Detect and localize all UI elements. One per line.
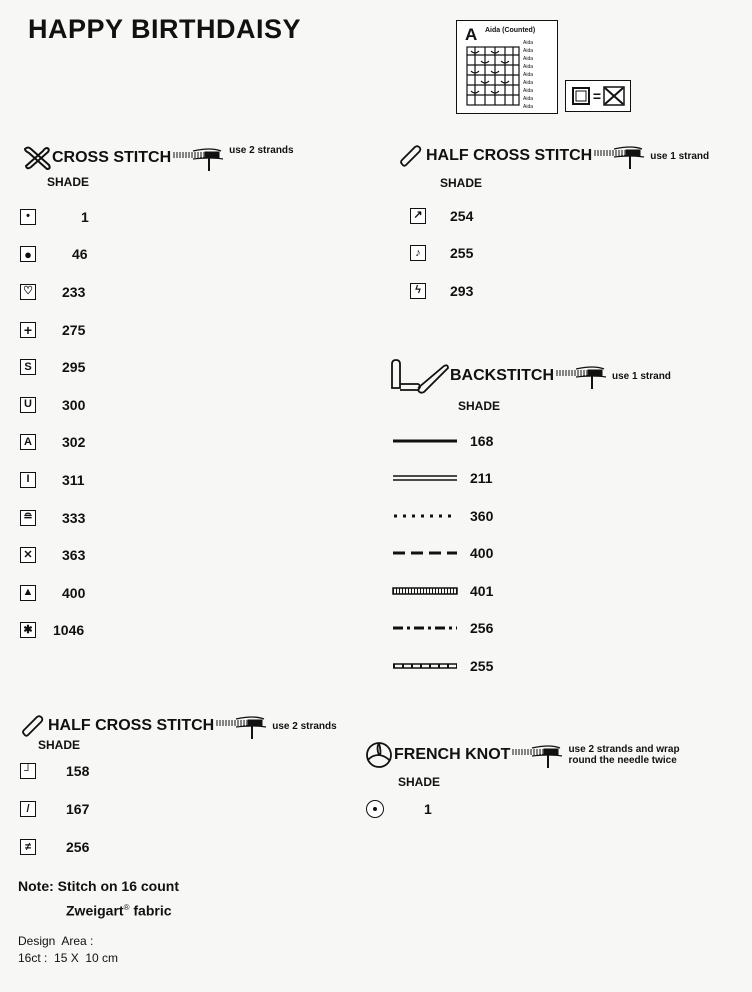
a-icon: A	[20, 434, 36, 450]
thread-icon	[592, 141, 648, 171]
half-cross-shade-header: SHADE	[440, 176, 483, 190]
s-icon: S	[20, 359, 36, 375]
list-item	[20, 198, 89, 236]
shade-value: 254	[450, 207, 474, 224]
list-item	[392, 647, 493, 685]
corner-icon: ┘	[20, 763, 36, 779]
equals-sign: =	[592, 88, 602, 104]
list-item	[410, 272, 473, 310]
thread-icon	[214, 711, 270, 741]
aida-line: Aida	[523, 88, 534, 94]
aida-line: Aida	[523, 64, 534, 70]
dotted-line-icon	[392, 512, 458, 520]
aida-line: Aida	[523, 80, 534, 86]
list-item	[20, 311, 89, 349]
shade-value: 255	[450, 245, 474, 262]
thread-icon	[171, 143, 227, 173]
note-text	[18, 876, 179, 922]
aida-line: Aida	[523, 104, 534, 110]
half-cross-2-list	[20, 752, 89, 866]
french-knot-heading	[364, 740, 680, 770]
aida-line: Aida	[523, 56, 534, 62]
aida-legend-box	[456, 20, 558, 114]
triangle-icon: ▲	[20, 585, 36, 601]
x-icon: ✕	[20, 547, 36, 563]
french-knot-list	[366, 797, 432, 821]
aida-line: Aida	[523, 48, 534, 54]
list-item	[20, 461, 89, 499]
cross-stitch-strands: use 2 strands	[229, 145, 294, 156]
note-icon: ♪	[410, 245, 426, 261]
shade-value: 255	[470, 657, 494, 674]
cross-stitch-icon	[22, 145, 52, 171]
cross-stitch-shape-icon	[603, 86, 625, 106]
dot-icon: •	[20, 209, 36, 225]
square-stitch-icon	[571, 86, 591, 106]
shade-value: 400	[470, 545, 494, 562]
list-item	[20, 424, 89, 462]
shade-value: 311	[62, 471, 85, 488]
list-item	[20, 236, 89, 274]
shade-value: 360	[470, 507, 494, 524]
dot-circle-icon	[366, 800, 384, 818]
shade-value: 233	[62, 283, 86, 300]
asterisk-icon: ✱	[20, 622, 36, 638]
list-item	[392, 610, 493, 648]
shade-value: 400	[62, 584, 86, 601]
backstitch-icon	[388, 356, 450, 396]
shade-value: 302	[62, 434, 86, 451]
half-cross-2-strands: use 2 strands	[272, 720, 337, 732]
note-line2	[18, 897, 179, 922]
shade-value: 1	[81, 208, 89, 225]
shade-value: 363	[62, 547, 86, 564]
shade-value: 275	[62, 321, 86, 338]
solid-line-icon	[392, 437, 458, 445]
half-cross-2-shade-header: SHADE	[38, 738, 81, 752]
weave-icon	[465, 45, 521, 107]
list-item	[20, 752, 89, 790]
design-area-label: Design Area :	[18, 934, 94, 948]
shade-value: 46	[72, 246, 88, 263]
aida-line: Aida	[523, 72, 534, 78]
aida-label: Aida (Counted)	[485, 27, 536, 34]
shade-value: 167	[66, 801, 90, 817]
u-icon: U	[20, 397, 36, 413]
brand-name: Zweigart	[66, 902, 124, 919]
double-line-icon	[392, 474, 458, 482]
heart-icon: ♡	[20, 284, 36, 300]
list-item	[20, 612, 89, 650]
page-title: HAPPY BIRTHDAISY	[28, 14, 302, 44]
shade-value: 295	[62, 359, 86, 376]
half-stitch-icon	[398, 144, 422, 168]
cross-stitch-shade-header: SHADE	[47, 175, 90, 189]
half-cross-stitch-heading	[398, 141, 709, 171]
legend-letter: A	[465, 25, 478, 44]
design-area-value: 16ct : 15 X 10 cm	[18, 951, 119, 965]
design-area	[18, 933, 118, 967]
half-cross-stitch-label: HALF CROSS STITCH	[426, 147, 593, 164]
list-item	[20, 386, 89, 424]
list-item	[20, 790, 89, 828]
shade-value: 401	[470, 582, 494, 599]
list-item	[20, 273, 89, 311]
stitch-equals-box	[565, 80, 631, 112]
list-item	[392, 535, 493, 573]
backstitch-heading	[388, 356, 671, 396]
i-beam-icon: I	[20, 472, 36, 488]
french-knot-strands	[568, 744, 679, 766]
list-item	[366, 797, 432, 821]
backstitch-strands: use 1 strand	[612, 370, 671, 382]
arch-icon: ≘	[20, 510, 36, 526]
half-cross-stitch-2-label: HALF CROSS STITCH	[48, 717, 215, 734]
thread-icon	[554, 361, 610, 391]
list-item	[20, 828, 89, 866]
slash-icon: /	[20, 801, 36, 817]
dashed-line-icon	[392, 549, 458, 557]
arrow-icon: ↗	[410, 208, 426, 224]
backstitch-list	[392, 422, 493, 685]
shade-value: 168	[470, 432, 494, 449]
cross-stitch-label: CROSS STITCH	[52, 149, 172, 166]
french-knot-strands-line1: use 2 strands and wrap	[568, 744, 680, 755]
list-item	[410, 197, 473, 235]
shade-value: 211	[470, 470, 493, 487]
french-knot-label: FRENCH KNOT	[394, 746, 511, 763]
half-cross-list	[410, 197, 473, 310]
shade-value: 1	[424, 801, 432, 817]
plus-icon: +	[20, 322, 36, 338]
shade-value: 256	[470, 620, 494, 637]
shade-value: 333	[62, 509, 86, 526]
ladder-line-icon	[392, 662, 458, 670]
french-knot-strands-line2: round the needle twice	[568, 755, 677, 766]
list-item	[392, 497, 493, 535]
shade-value: 158	[66, 763, 90, 779]
aida-line: Aida	[523, 96, 534, 102]
list-item	[410, 235, 473, 273]
thread-icon	[510, 740, 566, 770]
list-item	[392, 422, 493, 460]
half-cross-stitch-2-heading	[20, 711, 337, 741]
registered-mark: ®	[123, 903, 130, 912]
shade-value: 300	[62, 396, 86, 413]
note-line1: Note: Stitch on 16 count	[18, 878, 179, 894]
fabric-text: fabric	[129, 902, 172, 919]
cross-stitch-list	[20, 198, 89, 649]
aida-lines	[523, 39, 533, 111]
list-item	[20, 499, 89, 537]
aida-line: Aida	[523, 40, 534, 46]
bolt-icon: ϟ	[410, 283, 426, 299]
list-item	[392, 572, 493, 610]
cross-stitch-heading	[22, 143, 294, 173]
shade-value: 1046	[53, 622, 85, 639]
shade-value: 293	[450, 282, 474, 299]
half-cross-strands: use 1 strand	[650, 150, 710, 162]
backstitch-shade-header: SHADE	[458, 399, 501, 413]
hatched-line-icon	[392, 587, 458, 595]
french-knot-icon	[364, 740, 394, 770]
not-equal-icon: ≠	[20, 839, 36, 855]
filled-circle-icon: ●	[20, 246, 36, 262]
french-knot-shade-header: SHADE	[398, 775, 441, 789]
shade-value: 256	[66, 839, 90, 855]
backstitch-label: BACKSTITCH	[450, 367, 554, 384]
list-item	[20, 536, 89, 574]
half-stitch-icon	[20, 714, 44, 738]
list-item	[20, 348, 89, 386]
list-item	[392, 460, 493, 498]
dash-dot-line-icon	[392, 624, 458, 632]
list-item	[20, 574, 89, 612]
